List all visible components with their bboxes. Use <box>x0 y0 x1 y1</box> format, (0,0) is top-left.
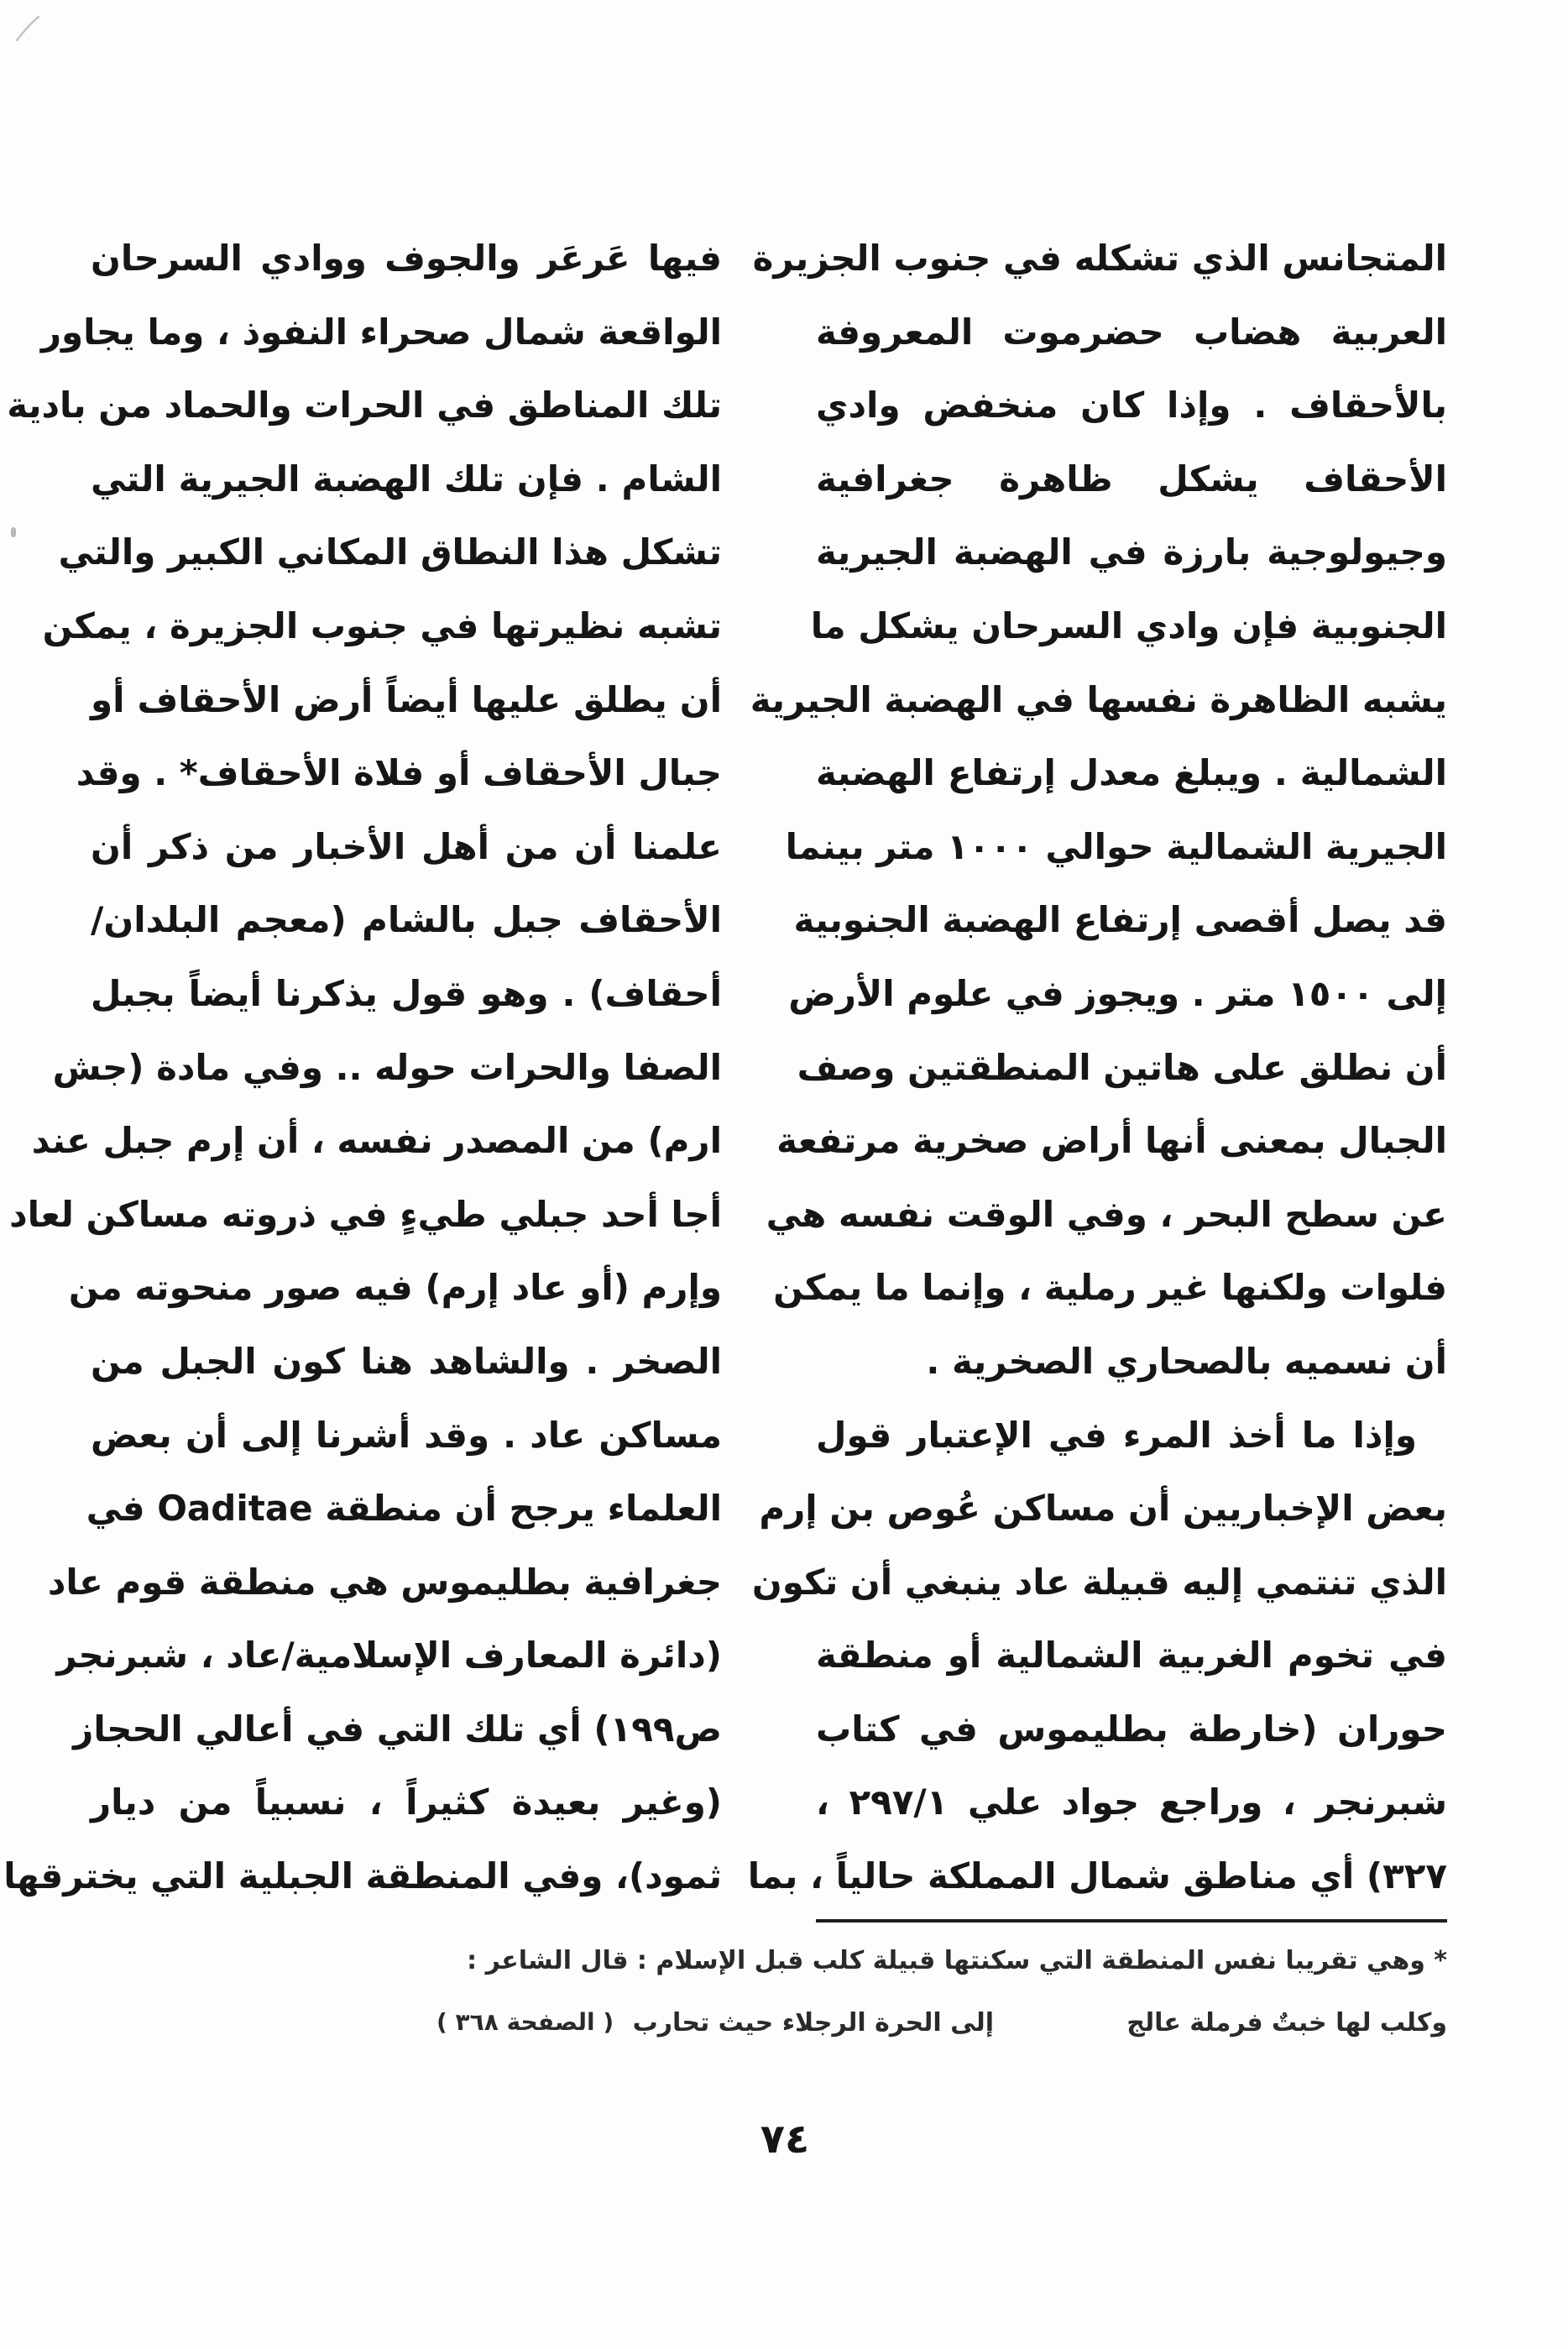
text-line: تلك المناطق في الحرات والحماد من بادية <box>7 385 722 426</box>
text-line: جغرافية بطليموس هي منطقة قوم عاد <box>47 1561 722 1603</box>
text-line: الشمالية . ويبلغ معدل إرتفاع الهضبة <box>816 752 1447 794</box>
footnote-verse <box>159 2008 1447 2050</box>
page-reference: ( الصفحة ٣٦٨ ) <box>436 2008 614 2036</box>
left-column <box>3 222 722 1913</box>
text-line: يشبه الظاهرة نفسها في الهضبة الجيرية <box>750 678 1447 720</box>
text-line: فلوات ولكنها غير رملية ، وإنما ما يمكن <box>773 1267 1447 1309</box>
text-line: عن سطح البحر ، وفي الوقت نفسه هي <box>766 1193 1447 1235</box>
text-line: قد يصل أقصى إرتفاع الهضبة الجنوبية <box>793 899 1447 941</box>
text-line: الشام . فإن تلك الهضبة الجيرية التي <box>91 458 722 500</box>
text-line: الصخر . والشاهد هنا كون الجبل من <box>91 1340 722 1382</box>
verse-second-hemistich: إلى الحرة الرجلاء حيث تحارب <box>632 2008 994 2038</box>
text-line: أن نطلق على هاتين المنطقتين وصف <box>797 1046 1447 1088</box>
text-line: أجا أحد جبلي طيءٍ في ذروته مساكن لعاد <box>9 1193 722 1235</box>
text-line: الذي تنتمي إليه قبيلة عاد ينبغي أن تكون <box>751 1561 1447 1603</box>
text-line: الأحقاف يشكل ظاهرة جغرافية <box>816 458 1447 500</box>
pencil-mark-icon <box>12 12 45 45</box>
text-line: وجيولوجية بارزة في الهضبة الجيرية <box>816 531 1447 573</box>
text-line: حوران (خارطة بطليموس في كتاب <box>816 1708 1447 1750</box>
text-line: ص١٩٩) أي تلك التي في أعالي الحجاز <box>73 1708 722 1750</box>
text-line: تشبه نظيرتها في جنوب الجزيرة ، يمكن <box>42 604 722 646</box>
text-line: وإرم (أو عاد إرم) فيه صور منحوته من <box>68 1267 722 1309</box>
text-line: الجيرية الشمالية حوالي ١٠٠٠ متر بينما <box>785 825 1447 867</box>
page-number: ٧٤ <box>760 2116 810 2163</box>
text-line: العلماء يرجح أن منطقة Oaditae في <box>86 1488 722 1530</box>
text-line: العربية هضاب حضرموت المعروفة <box>816 311 1447 353</box>
text-line: علمنا أن من أهل الأخبار من ذكر أن <box>91 825 722 867</box>
text-line: الأحقاف جبل بالشام (معجم البلدان/ <box>91 899 722 941</box>
text-line: جبال الأحقاف أو فلاة الأحقاف* . وقد <box>76 752 722 794</box>
text-line: في تخوم الغربية الشمالية أو منطقة <box>816 1635 1447 1677</box>
text-line: أن نسميه بالصحاري الصخرية . <box>926 1340 1447 1382</box>
text-line: ثمود)، وفي المنطقة الجبلية التي يخترقها <box>3 1855 722 1897</box>
right-column <box>747 222 1448 1913</box>
text-line: شبرنجر ، وراجع جواد علي ٢٩٧/١ ، <box>816 1781 1448 1823</box>
text-line: تشكل هذا النطاق المكاني الكبير والتي <box>58 531 722 573</box>
text-line: الجنوبية فإن وادي السرحان يشكل ما <box>810 604 1447 646</box>
text-line: أحقاف) . وهو قول يذكرنا أيضاً بجبل <box>91 972 722 1014</box>
text-line: الصفا والحرات حوله .. وفي مادة (جش <box>52 1046 722 1088</box>
text-line: وإذا ما أخذ المرء في الإعتبار قول <box>816 1414 1417 1456</box>
text-line: إلى ١٥٠٠ متر . ويجوز في علوم الأرض <box>788 972 1447 1014</box>
text-line: ٣٢٧) أي مناطق شمال المملكة حالياً ، بما <box>747 1855 1447 1897</box>
text-line: الواقعة شمال صحراء النفوذ ، وما يجاور <box>40 311 722 353</box>
text-line: الجبال بمعنى أنها أراض صخرية مرتفعة <box>776 1120 1447 1162</box>
text-line: بعض الإخباريين أن مساكن عُوص بن إرم <box>759 1488 1447 1530</box>
text-line: (دائرة المعارف الإسلامية/عاد ، شبرنجر <box>56 1635 722 1677</box>
text-line: المتجانس الذي تشكله في جنوب الجزيرة <box>752 238 1447 279</box>
text-line: (وغير بعيدة كثيراً ، نسبياً من ديار <box>91 1781 722 1823</box>
text-line: بالأحقاف . وإذا كان منخفض وادي <box>816 385 1447 426</box>
text-line: ارم) من المصدر نفسه ، أن إرم جبل عند <box>31 1120 722 1162</box>
footnote-text: * وهي تقريبا نفس المنطقة التي سكنتها قبيلة كلب قبل الإسلام : قال الشاعر : <box>467 1946 1447 1975</box>
text-line: فيها عَرعَر والجوف ووادي السرحان <box>91 238 722 279</box>
footnote-divider <box>816 1919 1447 1923</box>
margin-speck <box>11 527 16 537</box>
text-line: أن يطلق عليها أيضاً أرض الأحقاف أو <box>91 678 722 720</box>
text-line: مساكن عاد . وقد أشرنا إلى أن بعض <box>91 1414 722 1456</box>
verse-first-hemistich: وكلب لها خبتٌ فرملة عالج <box>1126 2008 1447 2038</box>
